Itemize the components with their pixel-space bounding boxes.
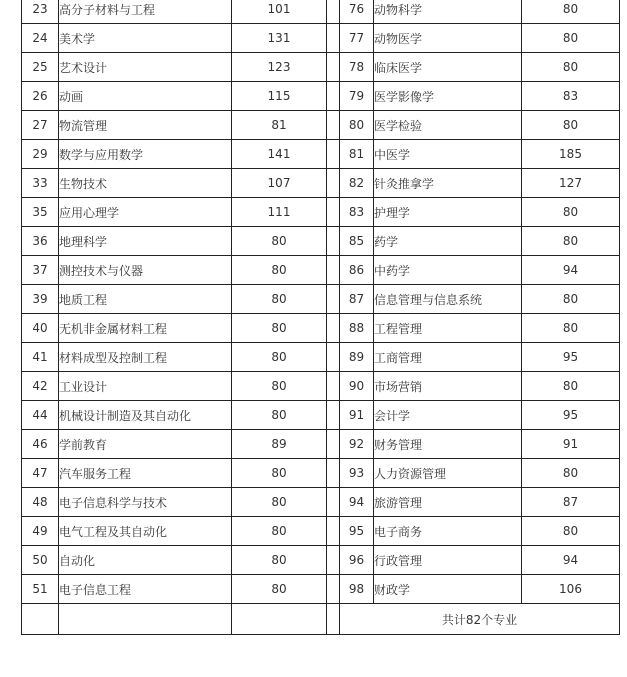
table-row: [22, 372, 620, 401]
left-major-name: 地质工程: [59, 285, 232, 314]
table-row: [22, 488, 620, 517]
left-major-name: 应用心理学: [59, 198, 232, 227]
right-major-no: 81: [340, 140, 374, 169]
right-major-score: 127: [522, 169, 620, 198]
left-major-no: 40: [22, 314, 59, 343]
right-major-score: 94: [522, 256, 620, 285]
table-footer: [22, 604, 620, 635]
right-major-no: 98: [340, 575, 374, 604]
left-major-name: 汽车服务工程: [59, 459, 232, 488]
right-major-score: 80: [522, 0, 620, 24]
right-major-score: 80: [522, 24, 620, 53]
left-major-name: 电子信息科学与技术: [59, 488, 232, 517]
left-major-score: 80: [232, 488, 327, 517]
left-major-no: 26: [22, 82, 59, 111]
table-row: [22, 314, 620, 343]
right-major-score: 185: [522, 140, 620, 169]
column-separator: [327, 546, 340, 575]
left-major-no: 50: [22, 546, 59, 575]
column-separator: [327, 285, 340, 314]
left-major-name: 电子信息工程: [59, 575, 232, 604]
column-separator: [327, 401, 340, 430]
right-major-no: 96: [340, 546, 374, 575]
right-major-name: 中药学: [374, 256, 522, 285]
left-major-score: 80: [232, 546, 327, 575]
left-major-name: 动画: [59, 82, 232, 111]
column-separator: [327, 459, 340, 488]
left-major-score: 80: [232, 343, 327, 372]
table-row: [22, 285, 620, 314]
right-major-score: 80: [522, 111, 620, 140]
right-major-name: 市场营销: [374, 372, 522, 401]
left-major-no: 47: [22, 459, 59, 488]
column-separator: [327, 430, 340, 459]
right-major-score: 95: [522, 343, 620, 372]
left-major-score: 80: [232, 372, 327, 401]
right-major-no: 95: [340, 517, 374, 546]
column-separator: [327, 575, 340, 604]
right-major-name: 护理学: [374, 198, 522, 227]
right-major-name: 工程管理: [374, 314, 522, 343]
left-major-score: 80: [232, 227, 327, 256]
table-row: [22, 24, 620, 53]
right-major-name: 电子商务: [374, 517, 522, 546]
left-major-name: 物流管理: [59, 111, 232, 140]
column-separator: [327, 517, 340, 546]
column-separator: [327, 372, 340, 401]
left-major-score: 80: [232, 517, 327, 546]
right-major-score: 87: [522, 488, 620, 517]
left-major-no: 35: [22, 198, 59, 227]
right-major-score: 80: [522, 372, 620, 401]
left-major-no: 51: [22, 575, 59, 604]
column-separator: [327, 256, 340, 285]
table-row: [22, 343, 620, 372]
right-major-no: 87: [340, 285, 374, 314]
majors-score-table: [21, 0, 620, 635]
left-major-name: 测控技术与仪器: [59, 256, 232, 285]
right-major-name: 动物科学: [374, 0, 522, 24]
table-row: [22, 546, 620, 575]
left-major-name: 生物技术: [59, 169, 232, 198]
column-separator: [327, 343, 340, 372]
right-major-name: 信息管理与信息系统: [374, 285, 522, 314]
column-separator: [327, 169, 340, 198]
table-row: [22, 430, 620, 459]
left-major-no: 42: [22, 372, 59, 401]
left-major-score: 141: [232, 140, 327, 169]
table-row: [22, 459, 620, 488]
left-major-score: 80: [232, 401, 327, 430]
column-separator: [327, 53, 340, 82]
left-major-score: 101: [232, 0, 327, 24]
left-major-score: 80: [232, 575, 327, 604]
total-majors-count: 共计82个专业: [340, 604, 620, 635]
table-row: [22, 517, 620, 546]
right-major-no: 78: [340, 53, 374, 82]
column-separator: [327, 227, 340, 256]
left-major-name: 材料成型及控制工程: [59, 343, 232, 372]
left-major-no: 25: [22, 53, 59, 82]
left-major-name: 高分子材料与工程: [59, 0, 232, 24]
table-row: [22, 82, 620, 111]
left-major-no: 39: [22, 285, 59, 314]
left-major-score: 107: [232, 169, 327, 198]
left-major-no: 27: [22, 111, 59, 140]
right-major-no: 94: [340, 488, 374, 517]
column-separator: [327, 198, 340, 227]
right-major-no: 80: [340, 111, 374, 140]
column-separator: [327, 140, 340, 169]
right-major-name: 工商管理: [374, 343, 522, 372]
left-major-no: 29: [22, 140, 59, 169]
table-row: [22, 575, 620, 604]
right-major-score: 80: [522, 227, 620, 256]
right-major-name: 动物医学: [374, 24, 522, 53]
right-major-name: 临床医学: [374, 53, 522, 82]
right-major-score: 80: [522, 285, 620, 314]
right-major-score: 91: [522, 430, 620, 459]
table-body: [22, 0, 620, 604]
left-major-name: 学前教育: [59, 430, 232, 459]
right-major-no: 90: [340, 372, 374, 401]
left-major-no: 46: [22, 430, 59, 459]
right-major-score: 80: [522, 314, 620, 343]
right-major-name: 医学检验: [374, 111, 522, 140]
column-separator: [327, 111, 340, 140]
left-major-name: 自动化: [59, 546, 232, 575]
left-major-score: 111: [232, 198, 327, 227]
table-row: [22, 256, 620, 285]
left-major-no: 48: [22, 488, 59, 517]
left-major-no: 23: [22, 0, 59, 24]
left-major-score: 131: [232, 24, 327, 53]
footer-empty-cell: [22, 604, 59, 635]
table-row: [22, 401, 620, 430]
left-major-score: 115: [232, 82, 327, 111]
column-separator: [327, 604, 340, 635]
left-major-name: 数学与应用数学: [59, 140, 232, 169]
right-major-name: 药学: [374, 227, 522, 256]
column-separator: [327, 488, 340, 517]
left-major-name: 美术学: [59, 24, 232, 53]
left-major-no: 49: [22, 517, 59, 546]
left-major-name: 无机非金属材料工程: [59, 314, 232, 343]
right-major-no: 86: [340, 256, 374, 285]
right-major-no: 82: [340, 169, 374, 198]
right-major-score: 83: [522, 82, 620, 111]
left-major-score: 80: [232, 459, 327, 488]
right-major-name: 人力资源管理: [374, 459, 522, 488]
right-major-no: 76: [340, 0, 374, 24]
column-separator: [327, 82, 340, 111]
left-major-name: 工业设计: [59, 372, 232, 401]
left-major-no: 37: [22, 256, 59, 285]
left-major-score: 89: [232, 430, 327, 459]
column-separator: [327, 0, 340, 24]
right-major-score: 80: [522, 198, 620, 227]
right-major-score: 95: [522, 401, 620, 430]
right-major-name: 财政学: [374, 575, 522, 604]
right-major-no: 85: [340, 227, 374, 256]
right-major-score: 94: [522, 546, 620, 575]
left-major-no: 24: [22, 24, 59, 53]
left-major-name: 机械设计制造及其自动化: [59, 401, 232, 430]
left-major-score: 80: [232, 285, 327, 314]
left-major-no: 44: [22, 401, 59, 430]
column-separator: [327, 314, 340, 343]
footer-row: [22, 604, 620, 635]
right-major-score: 106: [522, 575, 620, 604]
right-major-no: 88: [340, 314, 374, 343]
table-row: [22, 0, 620, 24]
table-row: [22, 169, 620, 198]
right-major-name: 财务管理: [374, 430, 522, 459]
right-major-name: 医学影像学: [374, 82, 522, 111]
table-row: [22, 227, 620, 256]
left-major-no: 41: [22, 343, 59, 372]
right-major-score: 80: [522, 53, 620, 82]
left-major-name: 地理科学: [59, 227, 232, 256]
table-row: [22, 140, 620, 169]
left-major-name: 电气工程及其自动化: [59, 517, 232, 546]
footer-empty-cell: [232, 604, 327, 635]
left-major-score: 80: [232, 256, 327, 285]
right-major-no: 92: [340, 430, 374, 459]
left-major-no: 36: [22, 227, 59, 256]
footer-empty-cell: [59, 604, 232, 635]
right-major-name: 会计学: [374, 401, 522, 430]
right-major-name: 行政管理: [374, 546, 522, 575]
right-major-score: 80: [522, 459, 620, 488]
right-major-no: 89: [340, 343, 374, 372]
table-row: [22, 111, 620, 140]
right-major-no: 77: [340, 24, 374, 53]
left-major-name: 艺术设计: [59, 53, 232, 82]
table-row: [22, 53, 620, 82]
right-major-no: 93: [340, 459, 374, 488]
right-major-no: 79: [340, 82, 374, 111]
right-major-no: 83: [340, 198, 374, 227]
left-major-score: 81: [232, 111, 327, 140]
column-separator: [327, 24, 340, 53]
left-major-score: 80: [232, 314, 327, 343]
left-major-no: 33: [22, 169, 59, 198]
left-major-score: 123: [232, 53, 327, 82]
right-major-name: 针灸推拿学: [374, 169, 522, 198]
right-major-no: 91: [340, 401, 374, 430]
right-major-name: 旅游管理: [374, 488, 522, 517]
table-row: [22, 198, 620, 227]
right-major-name: 中医学: [374, 140, 522, 169]
right-major-score: 80: [522, 517, 620, 546]
